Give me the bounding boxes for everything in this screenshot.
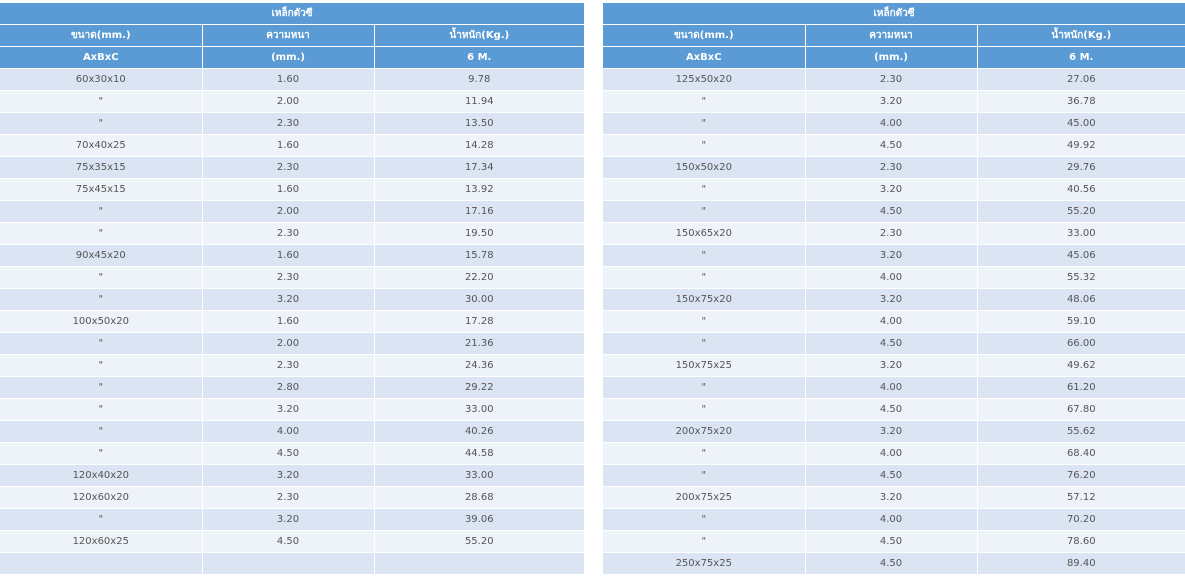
thickness-cell: 2.00 bbox=[202, 333, 374, 355]
thickness-cell: 2.30 bbox=[202, 267, 374, 289]
thickness-cell: 1.60 bbox=[202, 69, 374, 91]
thickness-cell: 4.00 bbox=[805, 113, 977, 135]
weight-cell: 9.78 bbox=[374, 69, 584, 91]
thickness-cell: 2.30 bbox=[805, 157, 977, 179]
size-cell: " bbox=[0, 355, 202, 377]
table-row bbox=[603, 201, 1185, 223]
weight-cell: 78.60 bbox=[977, 531, 1185, 553]
thickness-cell: 1.60 bbox=[202, 135, 374, 157]
weight-cell: 19.50 bbox=[374, 223, 584, 245]
table-row bbox=[603, 553, 1185, 575]
weight-cell: 67.80 bbox=[977, 399, 1185, 421]
thickness-cell: 2.30 bbox=[202, 223, 374, 245]
thickness-cell: 4.00 bbox=[805, 311, 977, 333]
thickness-cell: 3.20 bbox=[805, 289, 977, 311]
size-cell: " bbox=[0, 399, 202, 421]
weight-cell: 55.20 bbox=[977, 201, 1185, 223]
size-cell: 200x75x25 bbox=[603, 487, 805, 509]
weight-cell: 49.92 bbox=[977, 135, 1185, 157]
table-row bbox=[0, 399, 584, 421]
weight-cell: 40.26 bbox=[374, 421, 584, 443]
weight-cell: 40.56 bbox=[977, 179, 1185, 201]
table-row bbox=[0, 531, 584, 553]
weight-cell: 33.00 bbox=[374, 399, 584, 421]
size-cell: " bbox=[0, 113, 202, 135]
weight-cell: 33.00 bbox=[977, 223, 1185, 245]
thickness-cell: 3.20 bbox=[805, 355, 977, 377]
weight-cell: 39.06 bbox=[374, 509, 584, 531]
table-row bbox=[0, 245, 584, 267]
size-cell: 125x50x20 bbox=[603, 69, 805, 91]
size-cell: 120x60x25 bbox=[0, 531, 202, 553]
table-row bbox=[603, 245, 1185, 267]
table-row bbox=[603, 421, 1185, 443]
thickness-cell: 4.00 bbox=[805, 443, 977, 465]
size-cell: " bbox=[603, 245, 805, 267]
weight-cell: 22.20 bbox=[374, 267, 584, 289]
weight-cell: 55.62 bbox=[977, 421, 1185, 443]
header-size: ขนาด(mm.) bbox=[603, 25, 805, 47]
weight-cell: 44.58 bbox=[374, 443, 584, 465]
table-row bbox=[0, 157, 584, 179]
weight-cell: 30.00 bbox=[374, 289, 584, 311]
size-cell: 120x40x20 bbox=[0, 465, 202, 487]
size-cell: 100x50x20 bbox=[0, 311, 202, 333]
weight-cell: 21.36 bbox=[374, 333, 584, 355]
size-cell: 75x35x15 bbox=[0, 157, 202, 179]
size-cell: 150x75x20 bbox=[603, 289, 805, 311]
size-cell: " bbox=[603, 267, 805, 289]
table-row bbox=[603, 69, 1185, 91]
subheader-length: 6 M. bbox=[977, 47, 1185, 69]
weight-cell: 45.00 bbox=[977, 113, 1185, 135]
thickness-cell: 3.20 bbox=[202, 289, 374, 311]
size-cell: " bbox=[603, 399, 805, 421]
table-row bbox=[0, 333, 584, 355]
table-row bbox=[0, 311, 584, 333]
size-cell: " bbox=[0, 201, 202, 223]
weight-cell: 55.20 bbox=[374, 531, 584, 553]
thickness-cell: 2.30 bbox=[202, 487, 374, 509]
thickness-cell: 4.50 bbox=[805, 553, 977, 575]
table-row bbox=[0, 135, 584, 157]
weight-cell: 45.06 bbox=[977, 245, 1185, 267]
table-row bbox=[603, 509, 1185, 531]
size-cell: 75x45x15 bbox=[0, 179, 202, 201]
thickness-cell: 3.20 bbox=[805, 487, 977, 509]
size-cell: 70x40x25 bbox=[0, 135, 202, 157]
table-row bbox=[603, 179, 1185, 201]
thickness-cell: 4.50 bbox=[805, 531, 977, 553]
size-cell: 150x50x20 bbox=[603, 157, 805, 179]
table-row bbox=[0, 443, 584, 465]
thickness-cell: 4.50 bbox=[202, 443, 374, 465]
thickness-cell: 4.50 bbox=[805, 465, 977, 487]
weight-cell: 36.78 bbox=[977, 91, 1185, 113]
header-weight: น้ำหนัก(Kg.) bbox=[977, 25, 1185, 47]
size-cell: " bbox=[0, 333, 202, 355]
table-row bbox=[603, 311, 1185, 333]
table-title: เหล็กตัวซี bbox=[603, 3, 1185, 25]
thickness-cell: 2.30 bbox=[202, 157, 374, 179]
table-row bbox=[0, 421, 584, 443]
table-row bbox=[603, 443, 1185, 465]
size-cell bbox=[0, 553, 202, 575]
table-row bbox=[0, 465, 584, 487]
weight-cell: 89.40 bbox=[977, 553, 1185, 575]
size-cell: " bbox=[603, 377, 805, 399]
size-cell: " bbox=[603, 465, 805, 487]
weight-cell: 17.34 bbox=[374, 157, 584, 179]
thickness-cell: 4.00 bbox=[805, 509, 977, 531]
table-row bbox=[0, 553, 584, 575]
size-cell: " bbox=[0, 91, 202, 113]
thickness-cell: 4.00 bbox=[805, 267, 977, 289]
size-cell: " bbox=[603, 135, 805, 157]
header-size: ขนาด(mm.) bbox=[0, 25, 202, 47]
table-row bbox=[603, 355, 1185, 377]
table-row bbox=[603, 223, 1185, 245]
weight-cell: 59.10 bbox=[977, 311, 1185, 333]
size-cell: " bbox=[603, 443, 805, 465]
thickness-cell bbox=[202, 553, 374, 575]
table-title: เหล็กตัวซี bbox=[0, 3, 584, 25]
thickness-cell: 4.50 bbox=[805, 399, 977, 421]
weight-cell: 13.50 bbox=[374, 113, 584, 135]
weight-cell: 57.12 bbox=[977, 487, 1185, 509]
table-row bbox=[0, 377, 584, 399]
steel-table-right bbox=[603, 3, 1185, 575]
weight-cell bbox=[374, 553, 584, 575]
subheader-thickness-unit: (mm.) bbox=[202, 47, 374, 69]
size-cell: 150x75x25 bbox=[603, 355, 805, 377]
table-row bbox=[0, 355, 584, 377]
table-row bbox=[0, 113, 584, 135]
table-row bbox=[603, 91, 1185, 113]
table-body bbox=[603, 69, 1185, 575]
thickness-cell: 4.50 bbox=[805, 135, 977, 157]
size-cell: " bbox=[603, 311, 805, 333]
size-cell: " bbox=[0, 421, 202, 443]
table-row bbox=[603, 399, 1185, 421]
table-row bbox=[0, 223, 584, 245]
weight-cell: 48.06 bbox=[977, 289, 1185, 311]
weight-cell: 17.28 bbox=[374, 311, 584, 333]
size-cell: " bbox=[603, 333, 805, 355]
steel-table-left bbox=[0, 3, 584, 575]
table-row bbox=[603, 531, 1185, 553]
size-cell: " bbox=[0, 267, 202, 289]
size-cell: " bbox=[603, 509, 805, 531]
weight-cell: 13.92 bbox=[374, 179, 584, 201]
header-thickness: ความหนา bbox=[805, 25, 977, 47]
table-row bbox=[0, 289, 584, 311]
table-body bbox=[0, 69, 584, 575]
size-cell: 250x75x25 bbox=[603, 553, 805, 575]
thickness-cell: 2.30 bbox=[202, 355, 374, 377]
size-cell: " bbox=[603, 91, 805, 113]
thickness-cell: 3.20 bbox=[202, 465, 374, 487]
size-cell: 150x65x20 bbox=[603, 223, 805, 245]
size-cell: " bbox=[0, 509, 202, 531]
thickness-cell: 4.50 bbox=[805, 333, 977, 355]
thickness-cell: 1.60 bbox=[202, 179, 374, 201]
size-cell: " bbox=[603, 113, 805, 135]
weight-cell: 33.00 bbox=[374, 465, 584, 487]
subheader-dimensions: AxBxC bbox=[603, 47, 805, 69]
weight-cell: 66.00 bbox=[977, 333, 1185, 355]
size-cell: " bbox=[0, 443, 202, 465]
thickness-cell: 3.20 bbox=[805, 245, 977, 267]
table-row bbox=[603, 289, 1185, 311]
subheader-thickness-unit: (mm.) bbox=[805, 47, 977, 69]
subheader-length: 6 M. bbox=[374, 47, 584, 69]
weight-cell: 14.28 bbox=[374, 135, 584, 157]
thickness-cell: 4.50 bbox=[202, 531, 374, 553]
thickness-cell: 4.00 bbox=[805, 377, 977, 399]
thickness-cell: 2.00 bbox=[202, 91, 374, 113]
table-row bbox=[603, 465, 1185, 487]
weight-cell: 29.22 bbox=[374, 377, 584, 399]
weight-cell: 61.20 bbox=[977, 377, 1185, 399]
table-row bbox=[603, 333, 1185, 355]
header-thickness: ความหนา bbox=[202, 25, 374, 47]
weight-cell: 24.36 bbox=[374, 355, 584, 377]
table-row bbox=[603, 487, 1185, 509]
table-row bbox=[0, 509, 584, 531]
weight-cell: 15.78 bbox=[374, 245, 584, 267]
weight-cell: 11.94 bbox=[374, 91, 584, 113]
weight-cell: 27.06 bbox=[977, 69, 1185, 91]
weight-cell: 70.20 bbox=[977, 509, 1185, 531]
thickness-cell: 3.20 bbox=[805, 421, 977, 443]
subheader-dimensions: AxBxC bbox=[0, 47, 202, 69]
size-cell: " bbox=[603, 179, 805, 201]
header-weight: น้ำหนัก(Kg.) bbox=[374, 25, 584, 47]
thickness-cell: 3.20 bbox=[202, 509, 374, 531]
size-cell: 200x75x20 bbox=[603, 421, 805, 443]
weight-cell: 28.68 bbox=[374, 487, 584, 509]
size-cell: " bbox=[603, 531, 805, 553]
weight-cell: 49.62 bbox=[977, 355, 1185, 377]
thickness-cell: 2.30 bbox=[805, 69, 977, 91]
table-row bbox=[603, 267, 1185, 289]
size-cell: " bbox=[0, 223, 202, 245]
thickness-cell: 2.80 bbox=[202, 377, 374, 399]
weight-cell: 68.40 bbox=[977, 443, 1185, 465]
weight-cell: 76.20 bbox=[977, 465, 1185, 487]
size-cell: " bbox=[0, 377, 202, 399]
table-row bbox=[603, 377, 1185, 399]
table-row bbox=[0, 487, 584, 509]
table-row bbox=[0, 201, 584, 223]
size-cell: 60x30x10 bbox=[0, 69, 202, 91]
thickness-cell: 3.20 bbox=[805, 91, 977, 113]
table-row bbox=[0, 179, 584, 201]
weight-cell: 29.76 bbox=[977, 157, 1185, 179]
table-row bbox=[0, 267, 584, 289]
thickness-cell: 4.50 bbox=[805, 201, 977, 223]
size-cell: 90x45x20 bbox=[0, 245, 202, 267]
thickness-cell: 2.30 bbox=[805, 223, 977, 245]
weight-cell: 17.16 bbox=[374, 201, 584, 223]
size-cell: 120x60x20 bbox=[0, 487, 202, 509]
table-row bbox=[0, 69, 584, 91]
size-cell: " bbox=[0, 289, 202, 311]
table-row bbox=[603, 157, 1185, 179]
table-row bbox=[0, 91, 584, 113]
thickness-cell: 2.00 bbox=[202, 201, 374, 223]
thickness-cell: 1.60 bbox=[202, 311, 374, 333]
table-row bbox=[603, 135, 1185, 157]
size-cell: " bbox=[603, 201, 805, 223]
thickness-cell: 2.30 bbox=[202, 113, 374, 135]
thickness-cell: 4.00 bbox=[202, 421, 374, 443]
thickness-cell: 3.20 bbox=[805, 179, 977, 201]
thickness-cell: 3.20 bbox=[202, 399, 374, 421]
thickness-cell: 1.60 bbox=[202, 245, 374, 267]
table-row bbox=[603, 113, 1185, 135]
weight-cell: 55.32 bbox=[977, 267, 1185, 289]
